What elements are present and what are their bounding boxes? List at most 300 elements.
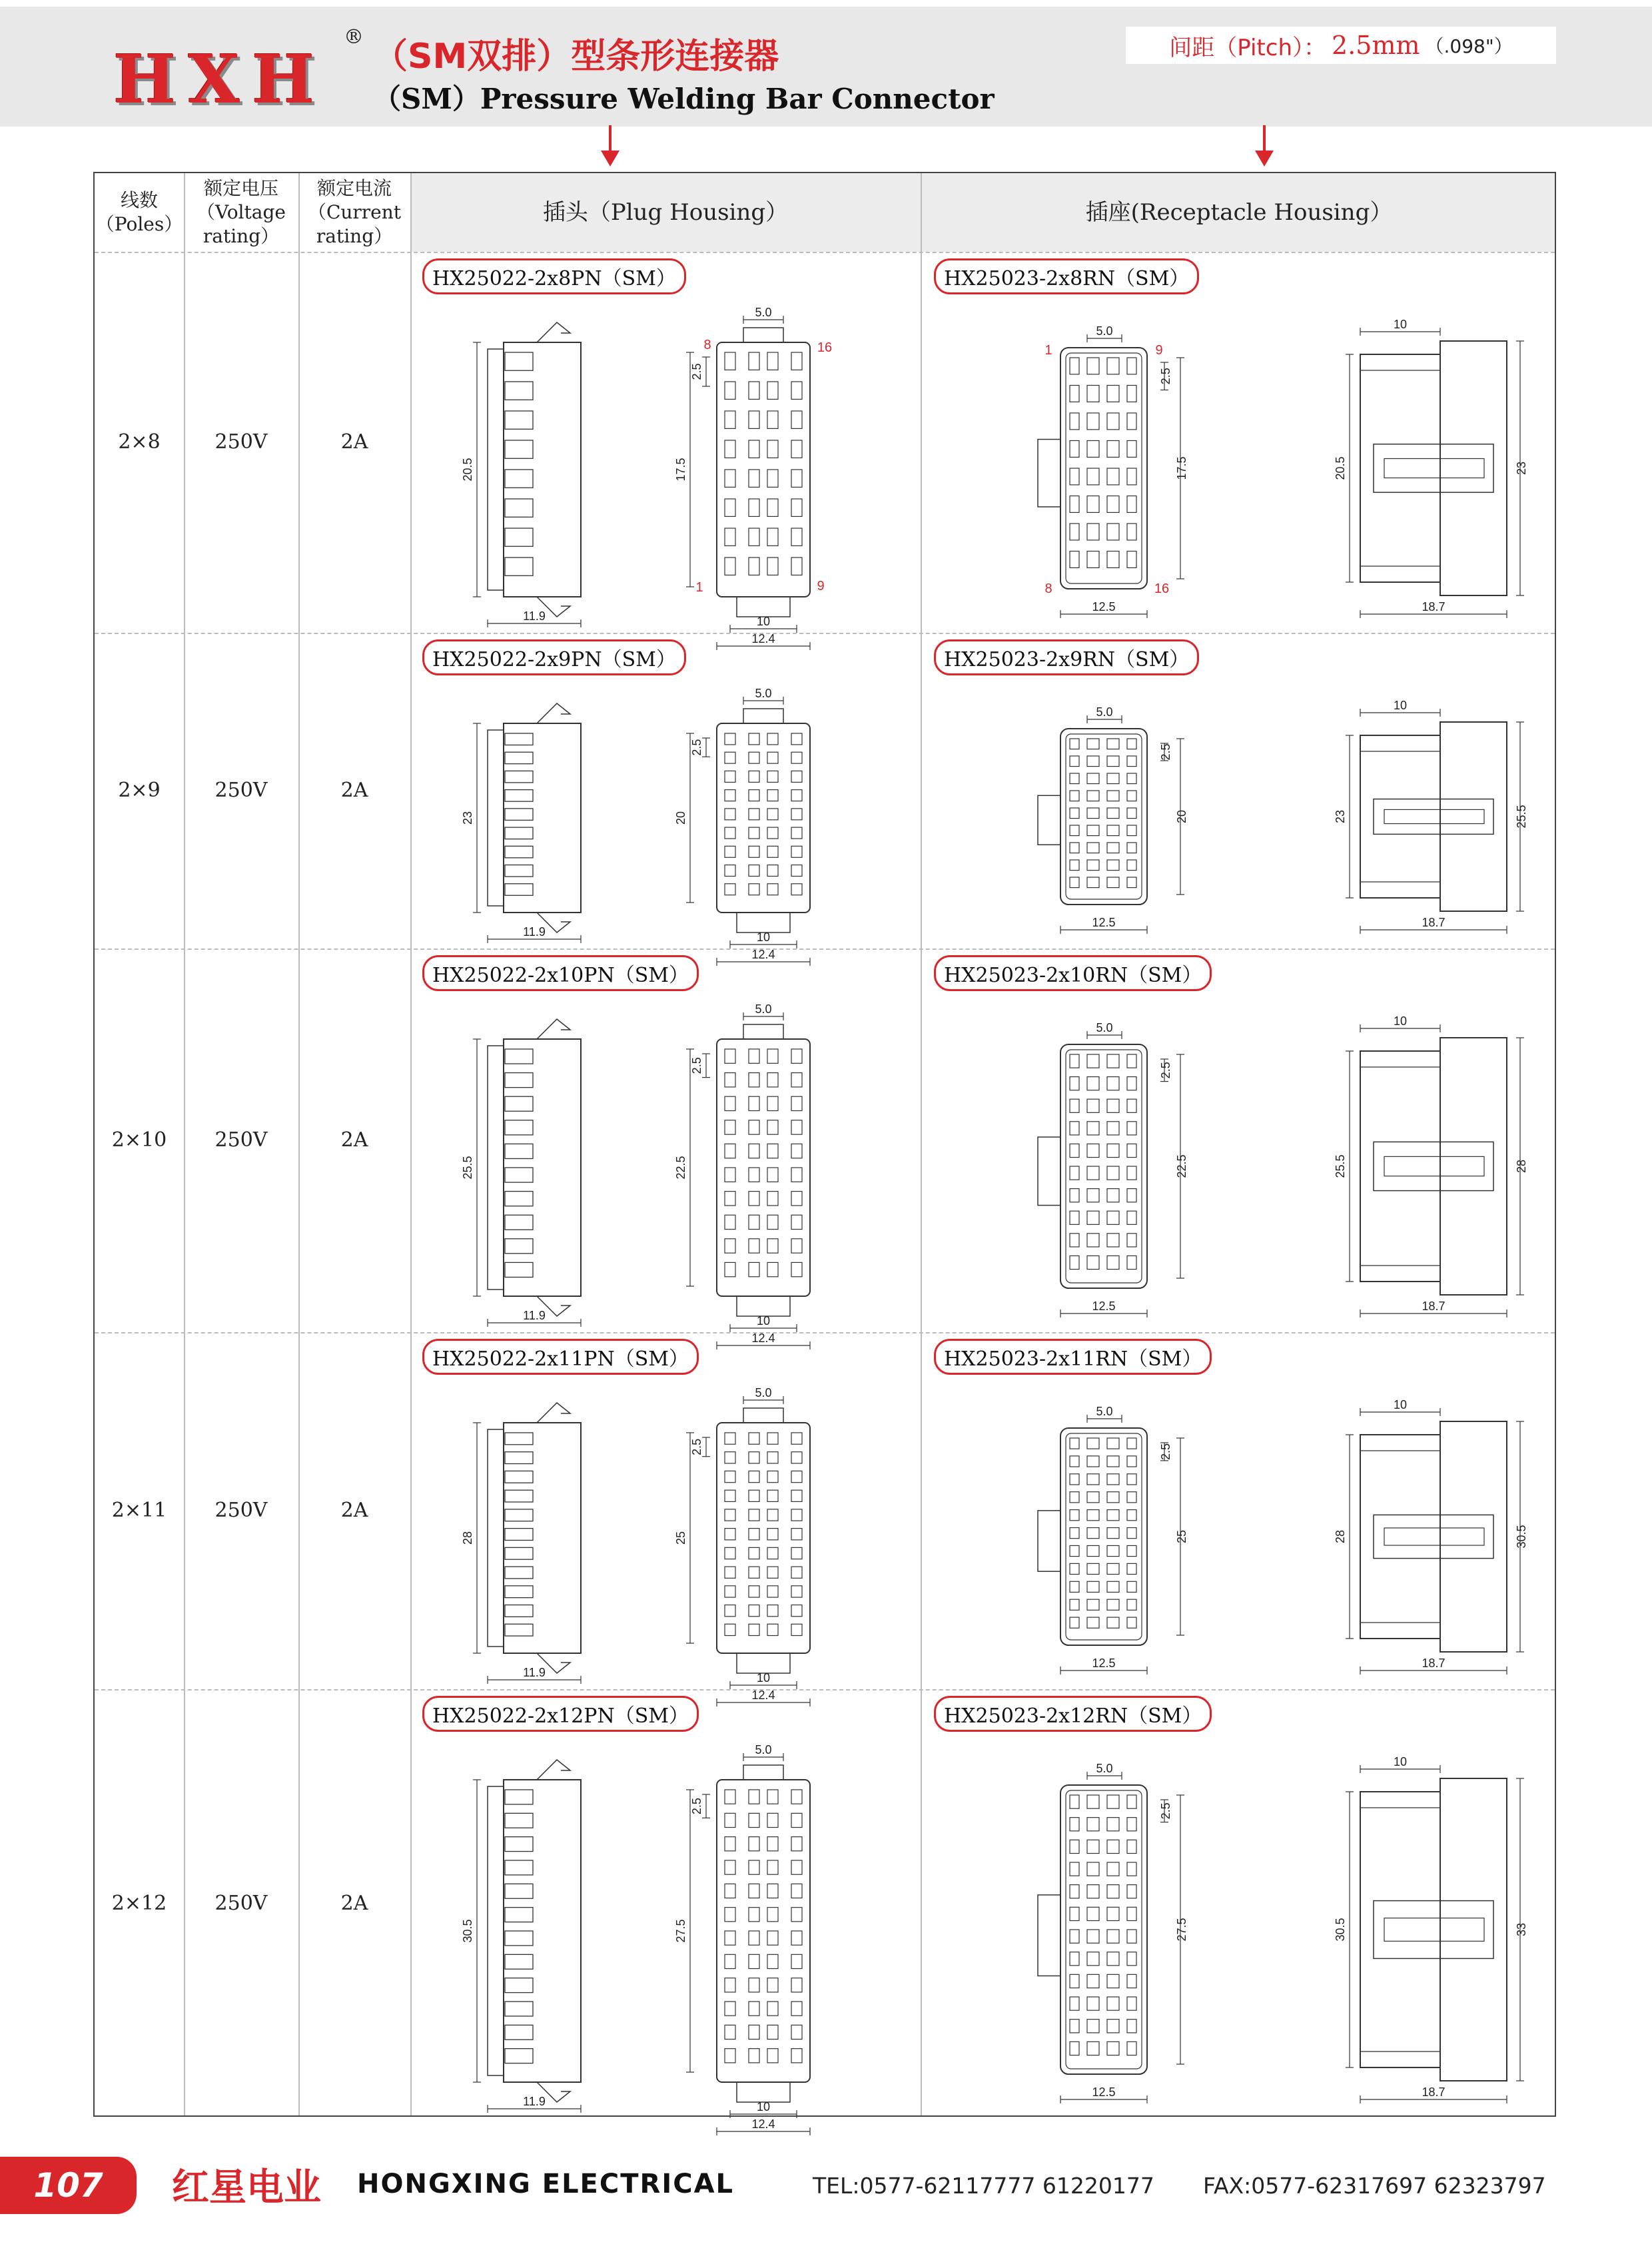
contact-cell: [1127, 1256, 1136, 1269]
contact-cell: [1107, 739, 1119, 749]
contact-cell: [749, 1452, 759, 1463]
plug-face-body: [717, 723, 810, 913]
contact-cell: [749, 1567, 759, 1578]
contact-cell: [767, 528, 778, 546]
row-divider: [95, 1689, 1555, 1690]
contact-cell: [725, 352, 735, 370]
dimension-label: 18.7: [1422, 1300, 1446, 1313]
contact-cell: [1087, 808, 1099, 819]
contact-cell: [1087, 1599, 1099, 1610]
receptacle-side-pin: [1384, 1918, 1484, 1942]
contact-cell: [791, 1490, 802, 1501]
contact-cell: [1087, 1166, 1099, 1180]
dimension-label: 18.7: [1422, 1657, 1446, 1670]
plug-drawing-area: [410, 1733, 921, 2131]
contact-cell: [791, 382, 802, 399]
receptacle-latch-icon: [1038, 1511, 1060, 1571]
contact-cell: [1107, 1456, 1119, 1467]
contact-cell: [749, 809, 759, 820]
contact-cell: [1107, 1189, 1119, 1202]
contact-cell: [1107, 1818, 1119, 1831]
receptacle-side-slot: [1374, 1901, 1493, 1959]
contact-cell: [725, 1490, 735, 1501]
contact-cell: [791, 1168, 802, 1182]
contact-cell: [725, 771, 735, 782]
contact-cell: [725, 1978, 735, 1992]
receptacle-side-body: [1360, 354, 1440, 582]
contact-cell: [725, 1215, 735, 1229]
contact-cell: [1087, 877, 1099, 888]
contact-cell: [791, 2049, 802, 2063]
plug-side-view: [461, 1760, 581, 2113]
contact-cell: [749, 1978, 759, 1992]
company-name-cn: 红星电业: [172, 2166, 321, 2209]
latch-top-icon: [537, 322, 570, 342]
contact-cell: [749, 2025, 759, 2039]
dimension-label: 12.5: [1092, 600, 1116, 613]
contact-cell: [1107, 1122, 1119, 1135]
contact-cell: [767, 1624, 778, 1635]
header-poles: [95, 173, 184, 252]
contact-cell: [749, 2002, 759, 2016]
pin-slot: [505, 733, 533, 745]
pin-slot: [505, 1262, 533, 1277]
receptacle-side-cap: [1440, 722, 1507, 911]
contact-cell: [767, 2049, 778, 2063]
contact-cell: [1107, 441, 1119, 458]
contact-cell: [1070, 791, 1079, 801]
contact-cell: [1087, 441, 1099, 458]
receptacle-latch-icon: [1038, 440, 1060, 507]
contact-cell: [791, 790, 802, 801]
cell-voltage: 250V: [214, 1128, 268, 1152]
contact-cell: [1127, 413, 1136, 430]
company-logo: HXH: [113, 40, 327, 119]
dimension-label: 27.5: [1175, 1918, 1188, 1942]
contact-cell: [749, 1490, 759, 1501]
receptacle-side-body: [1360, 1051, 1440, 1282]
contact-cell: [1107, 808, 1119, 819]
contact-cell: [1107, 2020, 1119, 2033]
contact-cell: [749, 1605, 759, 1617]
dimension-label: 10: [756, 1314, 771, 1327]
contact-cell: [1107, 1930, 1119, 1943]
latch-top-icon: [537, 1019, 570, 1039]
contact-cell: [725, 1433, 735, 1444]
plug-model-label: HX25022-2x8PN（SM）: [422, 258, 686, 294]
plug-drawing-area: [410, 296, 921, 645]
receptacle-drawing: [921, 992, 1557, 1329]
contact-cell: [749, 1837, 759, 1851]
dimension-label: 10: [1393, 1398, 1408, 1411]
pin-slot: [505, 1931, 533, 1946]
contact-cell: [725, 1605, 735, 1617]
contact-cell: [1070, 1528, 1079, 1539]
contact-cell: [767, 790, 778, 801]
contact-cell: [1127, 825, 1136, 836]
contact-cell: [1070, 1144, 1079, 1157]
contact-cell: [725, 382, 735, 399]
dimension-label: 25.5: [461, 1156, 474, 1180]
header-current: [298, 173, 410, 252]
receptacle-latch-icon: [1038, 1895, 1060, 1976]
contact-cell: [791, 440, 802, 458]
contact-cell: [1087, 1528, 1099, 1539]
latch-top-icon: [537, 1760, 570, 1780]
pin-slot: [505, 352, 533, 370]
pitch-inch: （.098"）: [1425, 35, 1513, 57]
contact-cell: [791, 1813, 802, 1827]
plug-side-back: [488, 1046, 504, 1290]
pin-slot: [505, 1978, 533, 1993]
pin-slot: [505, 809, 533, 820]
dimension-label: 10: [756, 931, 771, 944]
pin-slot: [505, 1547, 533, 1559]
receptacle-model-label: HX25023-2x11RN（SM）: [934, 1339, 1212, 1375]
dimension-label: 12.4: [751, 632, 775, 645]
contact-cell: [767, 865, 778, 877]
contact-cell: [1127, 496, 1136, 513]
contact-cell: [1087, 1189, 1099, 1202]
contact-cell: [1070, 1474, 1079, 1485]
contact-cell: [725, 1586, 735, 1597]
pin-slot: [505, 1168, 533, 1182]
header-current-en2: rating）: [316, 225, 393, 247]
contact-cell: [749, 1860, 759, 1874]
contact-cell: [725, 1168, 735, 1182]
contact-cell: [1107, 1166, 1119, 1180]
plug-model-label: HX25022-2x12PN（SM）: [422, 1696, 699, 1732]
contact-cell: [1087, 860, 1099, 871]
contact-cell: [1127, 441, 1136, 458]
contact-cell: [791, 470, 802, 487]
contact-cell: [749, 558, 759, 575]
pin-slot: [505, 752, 533, 763]
contact-cell: [725, 499, 735, 516]
dimension-label: 23: [1334, 809, 1347, 824]
contact-cell: [791, 1837, 802, 1851]
contact-cell: [767, 1884, 778, 1898]
dimension-label: 5.0: [755, 306, 772, 319]
receptacle-model-label: HX25023-2x9RN（SM）: [934, 639, 1199, 675]
contact-cell: [1087, 756, 1099, 767]
cell-current: 2A: [340, 1128, 368, 1152]
contact-cell: [791, 499, 802, 516]
dimension-label: 10: [756, 1671, 771, 1684]
contact-cell: [1070, 1974, 1079, 1988]
plug-model-label: HX25022-2x11PN（SM）: [422, 1339, 699, 1375]
contact-cell: [749, 1239, 759, 1253]
receptacle-drawing-area: [921, 1733, 1557, 2118]
dimension-label: 25.5: [1515, 805, 1528, 829]
contact-cell: [725, 1624, 735, 1635]
contact-cell: [1107, 1907, 1119, 1920]
contact-cell: [1087, 773, 1099, 784]
dimension-label: 28: [1334, 1529, 1347, 1544]
contact-cell: [1070, 358, 1079, 374]
contact-cell: [1107, 1474, 1119, 1485]
contact-cell: [767, 1490, 778, 1501]
contact-cell: [749, 1954, 759, 1968]
contact-cell: [1070, 739, 1079, 749]
dimension-label: 11.9: [523, 1309, 546, 1322]
contact-cell: [725, 1452, 735, 1463]
dimension-label: 22.5: [674, 1156, 687, 1180]
contact-cell: [791, 1471, 802, 1482]
dimension-label: 12.4: [751, 1688, 775, 1702]
contact-cell: [791, 1884, 802, 1898]
page-title-cn: （SM双排）型条形连接器: [373, 37, 779, 77]
contact-cell: [767, 1931, 778, 1945]
contact-cell: [767, 1586, 778, 1597]
contact-cell: [791, 1790, 802, 1804]
contact-cell: [1070, 1492, 1079, 1503]
contact-cell: [725, 1931, 735, 1945]
contact-cell: [1127, 791, 1136, 801]
contact-cell: [749, 528, 759, 546]
contact-cell: [1127, 1492, 1136, 1503]
contact-cell: [767, 1215, 778, 1229]
contact-cell: [1087, 1795, 1099, 1808]
pin-slot: [505, 1144, 533, 1158]
dimension-label: 5.0: [1096, 324, 1113, 338]
contact-cell: [725, 1860, 735, 1874]
header-voltage-en: （Voltage: [197, 201, 286, 223]
contact-cell: [1127, 468, 1136, 485]
pitch-value: 2.5mm: [1332, 31, 1420, 60]
dimension-label: 2.5: [1159, 1062, 1172, 1079]
contact-cell: [1107, 1795, 1119, 1808]
contact-cell: [1070, 496, 1079, 513]
receptacle-side-view: [1334, 1398, 1528, 1675]
dimension-label: 20: [1175, 809, 1188, 824]
contact-cell: [1127, 1997, 1136, 2010]
contact-cell: [725, 1837, 735, 1851]
contact-cell: [791, 1567, 802, 1578]
contact-cell: [1107, 1054, 1119, 1068]
plug-key-bottom: [737, 2082, 790, 2102]
cell-poles: 2×11: [111, 1499, 167, 1522]
contact-cell: [1127, 1952, 1136, 1966]
contact-cell: [1107, 468, 1119, 485]
contact-cell: [1107, 1256, 1119, 1269]
pin-slot: [505, 790, 533, 801]
contact-cell: [749, 790, 759, 801]
contact-cell: [791, 1096, 802, 1110]
contact-cell: [767, 1908, 778, 1922]
contact-cell: [1087, 825, 1099, 836]
pin-slot: [505, 827, 533, 839]
contact-cell: [749, 1433, 759, 1444]
pin-slot: [505, 1605, 533, 1617]
contact-cell: [1127, 843, 1136, 853]
dimension-label: 10: [1393, 318, 1408, 331]
contact-cell: [1107, 1599, 1119, 1610]
receptacle-side-slot: [1374, 444, 1493, 492]
receptacle-drawing-area: [921, 677, 1557, 948]
contact-cell: [749, 1586, 759, 1597]
header-current-cn: 额定电流: [316, 177, 392, 199]
plug-side-view: [461, 1403, 581, 1684]
fax: FAX:0577-62317697 62323797: [1203, 2173, 1546, 2199]
contact-cell: [725, 1954, 735, 1968]
contact-cell: [767, 352, 778, 370]
contact-cell: [1127, 1581, 1136, 1592]
contact-cell: [1087, 1974, 1099, 1988]
plug-face-view: [674, 687, 810, 966]
contact-cell: [1070, 1885, 1079, 1898]
contact-cell: [1127, 1840, 1136, 1853]
contact-cell: [749, 440, 759, 458]
pin-slot: [505, 1120, 533, 1135]
plug-face-view: [674, 1002, 810, 1349]
pin-slot: [505, 1073, 533, 1088]
contact-cell: [767, 1813, 778, 1827]
receptacle-model-label: HX25023-2x8RN（SM）: [934, 258, 1199, 294]
contact-cell: [1070, 1599, 1079, 1610]
dimension-label: 11.9: [523, 2095, 546, 2108]
contact-cell: [725, 1096, 735, 1110]
dimension-label: 5.0: [1096, 1021, 1113, 1034]
contact-cell: [725, 1471, 735, 1482]
contact-cell: [791, 1144, 802, 1158]
plug-side-view: [461, 703, 581, 943]
dimension-label: 25.5: [1334, 1154, 1347, 1178]
contact-cell: [791, 1073, 802, 1087]
pin-slot: [505, 884, 533, 895]
contact-cell: [725, 1884, 735, 1898]
plug-drawing-area: [410, 677, 921, 961]
dimension-label: 25: [1175, 1529, 1188, 1544]
contact-cell: [1070, 468, 1079, 485]
receptacle-face-inner: [1066, 1433, 1142, 1640]
plug-side-back: [488, 349, 504, 590]
contact-cell: [791, 1215, 802, 1229]
contact-cell: [749, 865, 759, 877]
header-divider: [95, 252, 1555, 253]
pin-slot: [505, 1049, 533, 1064]
contact-cell: [791, 1954, 802, 1968]
contact-cell: [1127, 739, 1136, 749]
dimension-label: 5.0: [1096, 1405, 1113, 1418]
contact-cell: [1070, 1907, 1079, 1920]
receptacle-drawing-area: [921, 992, 1557, 1332]
dimension-label: 12.5: [1092, 916, 1116, 929]
contact-cell: [1087, 1099, 1099, 1112]
contact-cell: [791, 528, 802, 546]
contact-cell: [725, 827, 735, 839]
contact-cell: [1107, 1077, 1119, 1090]
contact-cell: [767, 1192, 778, 1206]
contact-cell: [725, 1529, 735, 1540]
contact-cell: [791, 771, 802, 782]
contact-cell: [1087, 1952, 1099, 1966]
receptacle-side-slot: [1374, 1515, 1493, 1558]
contact-cell: [749, 846, 759, 857]
contact-cell: [1107, 1840, 1119, 1853]
contact-cell: [725, 2049, 735, 2063]
dimension-label: 5.0: [755, 1743, 772, 1756]
contact-cell: [1070, 1952, 1079, 1966]
dimension-label: 23: [1515, 461, 1528, 476]
contact-cell: [749, 499, 759, 516]
contact-cell: [791, 1978, 802, 1992]
contact-cell: [791, 558, 802, 575]
contact-cell: [725, 1073, 735, 1087]
dimension-label: 18.7: [1422, 2085, 1446, 2099]
cell-poles: 2×10: [111, 1128, 167, 1152]
dimension-label: 11.9: [523, 609, 546, 623]
receptacle-side-pin: [1384, 459, 1484, 478]
contact-cell: [1070, 1617, 1079, 1628]
plug-arrow-icon: [609, 125, 612, 153]
contact-cell: [767, 752, 778, 763]
contact-cell: [1087, 1456, 1099, 1467]
contact-cell: [791, 352, 802, 370]
plug-side-view: [461, 322, 581, 627]
contact-cell: [1087, 1122, 1099, 1135]
contact-cell: [725, 1262, 735, 1276]
receptacle-model-label: HX25023-2x12RN（SM）: [934, 1696, 1212, 1732]
contact-cell: [1070, 1456, 1079, 1467]
contact-cell: [725, 1790, 735, 1804]
dimension-label: 10: [1393, 1755, 1408, 1768]
contact-cell: [1070, 1211, 1079, 1224]
contact-cell: [1107, 825, 1119, 836]
contact-cell: [1087, 1617, 1099, 1628]
contact-cell: [1070, 1997, 1079, 2010]
pin-slot: [505, 1096, 533, 1111]
receptacle-side-body: [1360, 735, 1440, 898]
dimension-label: 10: [756, 615, 771, 628]
plug-side-body: [504, 1423, 581, 1653]
contact-cell: [1107, 1952, 1119, 1966]
dimension-label: 17.5: [674, 458, 687, 482]
contact-cell: [767, 733, 778, 745]
contact-cell: [767, 1567, 778, 1578]
dimension-label: 2.5: [690, 1057, 703, 1074]
contact-cell: [1070, 1189, 1079, 1202]
contact-cell: [1127, 1211, 1136, 1224]
contact-cell: [1107, 2042, 1119, 2055]
contact-cell: [725, 1120, 735, 1134]
receptacle-side-view: [1334, 1014, 1528, 1317]
contact-cell: [725, 752, 735, 763]
pin-slot: [505, 558, 533, 575]
receptacle-side-view: [1334, 699, 1528, 934]
contact-cell: [749, 1471, 759, 1482]
pin-slot: [505, 1954, 533, 1969]
contact-cell: [749, 1096, 759, 1110]
header-voltage-en2: rating）: [203, 225, 280, 247]
contact-cell: [1087, 1581, 1099, 1592]
contact-cell: [1127, 1862, 1136, 1876]
contact-cell: [1070, 1234, 1079, 1247]
contact-cell: [767, 382, 778, 399]
contact-cell: [791, 1192, 802, 1206]
contact-cell: [791, 1452, 802, 1463]
contact-cell: [1127, 1166, 1136, 1180]
registered-mark: ®: [344, 25, 364, 49]
contact-cell: [767, 470, 778, 487]
contact-cell: [1087, 358, 1099, 374]
contact-cell: [725, 733, 735, 745]
receptacle-side-cap: [1440, 341, 1507, 595]
header-receptacle: [921, 173, 1557, 252]
dimension-label: 30.5: [461, 1919, 474, 1943]
contact-cell: [725, 1239, 735, 1253]
cell-current: 2A: [340, 779, 368, 802]
